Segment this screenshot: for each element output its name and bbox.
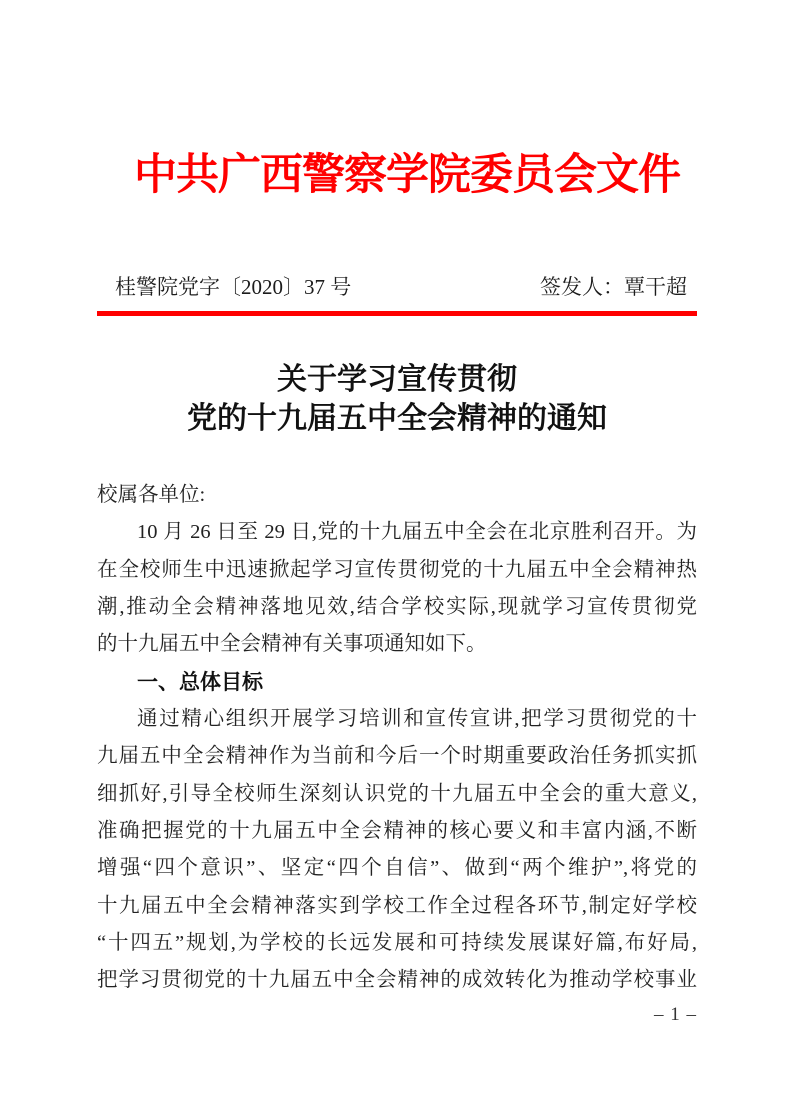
red-divider-line <box>97 311 697 316</box>
letterhead-title: 中共广西警察学院委员会文件 <box>134 152 680 199</box>
body-line: 细抓好,引导全校师生深刻认识党的十九届五中全会的重大意义, <box>97 782 697 805</box>
doc-info-row <box>97 272 697 302</box>
section-heading: 一、总体目标 <box>137 670 263 694</box>
document-title-line2: 党的十九届五中全会精神的通知 <box>187 401 607 435</box>
issuer-name: 签发人：覃干超 <box>540 275 687 299</box>
document-title-line1: 关于学习宣传贯彻 <box>277 363 517 396</box>
doc-number: 桂警院党字〔2020〕37 号 <box>115 275 352 299</box>
body-line: 潮,推动全会精神落地见效,结合学校实际,现就学习宣传贯彻党 <box>97 596 697 619</box>
body-line: 10 月 26 日至 29 日,党的十九届五中全会在北京胜利召开。为 <box>137 521 697 544</box>
body-line: 九届五中全会精神作为当前和今后一个时期重要政治任务抓实抓 <box>97 745 697 768</box>
page-number: – 1 – <box>654 1004 697 1025</box>
body-line: 通过精心组织开展学习培训和宣传宣讲,把学习贯彻党的十 <box>137 708 697 731</box>
body-line: “十四五”规划,为学校的长远发展和可持续发展谋好篇,布好局, <box>97 932 697 955</box>
document-body <box>97 477 697 1000</box>
body-line: 准确把握党的十九届五中全会精神的核心要义和丰富内涵,不断 <box>97 820 697 843</box>
body-line: 十九届五中全会精神落实到学校工作全过程各环节,制定好学校 <box>97 894 697 917</box>
salutation: 校属各单位: <box>97 484 206 506</box>
body-line: 的十九届五中全会精神有关事项通知如下。 <box>97 633 487 656</box>
body-line: 在全校师生中迅速掀起学习宣传贯彻党的十九届五中全会精神热 <box>97 558 697 581</box>
body-line: 增强“四个意识”、坚定“四个自信”、做到“两个维护”,将党的 <box>97 857 697 880</box>
body-line: 把学习贯彻党的十九届五中全会精神的成效转化为推动学校事业 <box>97 969 697 992</box>
document-title <box>0 361 794 438</box>
